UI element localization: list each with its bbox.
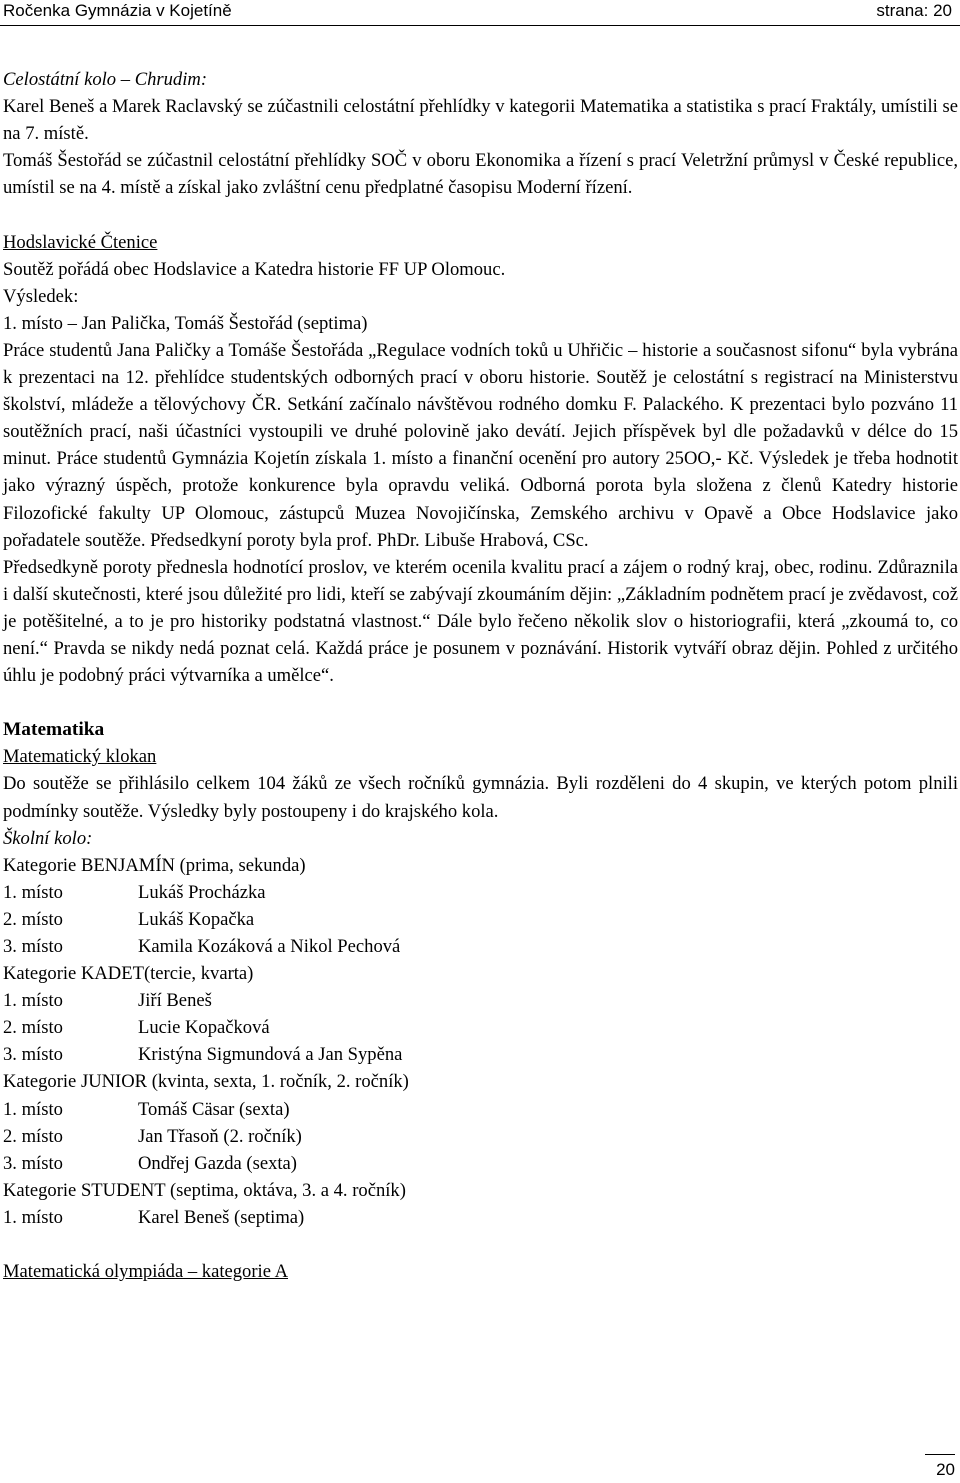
result-row	[3, 1096, 958, 1123]
result-place: 3. místo	[3, 936, 63, 957]
result-place: 1. místo	[3, 1206, 63, 1228]
result-name: Tomáš Cäsar (sexta)	[138, 1098, 290, 1120]
paragraph-benes-raclavsky: Karel Beneš a Marek Raclavský se zúčastnili celostátní přehlídky v kategorii Matematika a statistika s prací Fraktály, umístili se na 7. místě.	[3, 96, 958, 145]
result-name: Jiří Beneš	[138, 990, 212, 1012]
page-number: 20	[936, 1460, 955, 1479]
paragraph-organizer: Soutěž pořádá obec Hodslavice a Katedra historie FF UP Olomouc.	[3, 258, 506, 280]
result-place: 2. místo	[3, 1017, 63, 1039]
round-label: Školní kolo:	[3, 827, 93, 849]
result-place: 3. místo	[3, 1152, 63, 1174]
result-row	[3, 879, 958, 906]
paragraph-klokan: Do soutěže se přihlásilo celkem 104 žáků ze všech ročníků gymnázia. Byli rozděleni do 4 skupin, ve kterých potom plnili podmínky soutěže. Výsledky byly postoupeny i do krajského kola.	[3, 773, 958, 822]
spacer	[3, 689, 958, 716]
result-name: Lukáš Kopačka	[138, 908, 255, 930]
result-row	[3, 987, 958, 1014]
result-line: 1. místo – Jan Palička, Tomáš Šestořád (septima)	[3, 312, 368, 334]
result-label: Výsledek:	[3, 285, 79, 307]
result-name: Jan Třasoň (2. ročník)	[138, 1125, 302, 1147]
result-name: Lucie Kopačková	[138, 1017, 270, 1039]
category-title: Kategorie JUNIOR (kvinta, sexta, 1. ročník, 2. ročník)	[3, 1071, 409, 1093]
result-place: 2. místo	[3, 1125, 63, 1147]
result-row	[3, 906, 958, 933]
result-place: 2. místo	[3, 908, 63, 930]
result-place: 3. místo	[3, 1044, 63, 1066]
result-place: 1. místo	[3, 990, 63, 1012]
header-rule	[0, 25, 960, 26]
spacer	[3, 201, 958, 228]
result-name: Lukáš Procházka	[138, 881, 266, 903]
result-name: Kamila Kozáková a Nikol Pechová	[138, 936, 401, 957]
result-row	[3, 1204, 958, 1231]
category-title: Kategorie BENJAMÍN (prima, sekunda)	[3, 854, 306, 876]
page-header	[0, 0, 960, 22]
paragraph-speech: Předsedkyně poroty přednesla hodnotící proslov, ve kterém ocenila kvalitu prací a zájem o rodný kraj, obec, rodinu. Zdůraznila i další skutečnosti, které jsou důležité pro lidi, kteří se zabývají zkoumáním dějin: „Základním podnětem prací je zvědavost, což je potěšitelné, a to je pro historiky podstatná vlastnost.“ Dále bylo řečeno několik slov o historiografii, která „zkoumá to, co není.“ Pravda se nikdy nedá poznat celá. Každá práce je posunem v poznávání. Historik vytváří obraz dějin. Pohled z určitého úhlu je podobný práci výtvarníka a umělce“.	[3, 556, 958, 687]
section-heading-chrudim: Celostátní kolo – Chrudim:	[3, 69, 208, 90]
result-row	[3, 1150, 958, 1177]
footer-rule	[925, 1454, 955, 1455]
result-row	[3, 933, 958, 960]
category-title: Kategorie STUDENT (septima, oktáva, 3. a 4. ročník)	[3, 1179, 406, 1201]
result-name: Kristýna Sigmundová a Jan Sypěna	[138, 1044, 403, 1066]
result-name: Karel Beneš (septima)	[138, 1206, 305, 1228]
page-footer	[936, 1459, 955, 1481]
subheading-olympiada: Matematická olympiáda – kategorie A	[3, 1261, 289, 1283]
document-body	[3, 66, 958, 1285]
category-title: Kategorie KADET(tercie, kvarta)	[3, 963, 254, 985]
result-row	[3, 1041, 958, 1068]
result-row	[3, 1014, 958, 1041]
section-heading-hodslavicke: Hodslavické Čtenice	[3, 231, 158, 253]
spacer	[3, 1231, 958, 1258]
result-place: 1. místo	[3, 881, 63, 903]
document-title: Ročenka Gymnázia v Kojetíně	[3, 1, 232, 20]
page-label: strana: 20	[876, 1, 952, 20]
result-name: Ondřej Gazda (sexta)	[138, 1152, 298, 1174]
section-heading-matematika: Matematika	[3, 719, 105, 741]
paragraph-sestorad: Tomáš Šestořád se zúčastnil celostátní přehlídky SOČ v oboru Ekonomika a řízení s prací Veletržní průmysl v České republice, umístil se na 4. místě a získal jako zvláštní cenu předplatné časopisu Moderní řízení.	[3, 150, 958, 199]
result-place: 1. místo	[3, 1098, 63, 1120]
result-row	[3, 1123, 958, 1150]
subheading-klokan: Matematický klokan	[3, 746, 157, 768]
paragraph-report: Práce studentů Jana Paličky a Tomáše Šestořáda „Regulace vodních toků u Uhřičic – historie a současnost sifonu“ byla vybrána k prezentaci na 12. přehlídce studentských odborných prací v oboru historie. Soutěž je celostátní s registrací na Ministerstvu školství, mládeže a tělovýchovy ČR. Setkání začínalo návštěvou rodného domku F. Palackého. K prezentaci bylo pozváno 11 soutěžních prací, naši účastníci vystoupili ve druhé polovině jako devátí. Jejich příspěvek byl dle požadavků v délce do 15 minut. Práce studentů Gymnázia Kojetín získala 1. místo a finanční ocenění pro autory 25OO,- Kč. Výsledek je třeba hodnotit jako výrazný úspěch, protože konkurence byla opravdu veliká. Odborná porota byla složena z členů Katedry historie Filozofické fakulty UP Olomouc, zástupců Muzea Novojičínska, Zemského archivu v Opavě a Obce Hodslavice jako pořadatele soutěže. Předsedkyní poroty byla prof. PhDr. Libuše Hrabová, CSc.	[3, 339, 958, 551]
